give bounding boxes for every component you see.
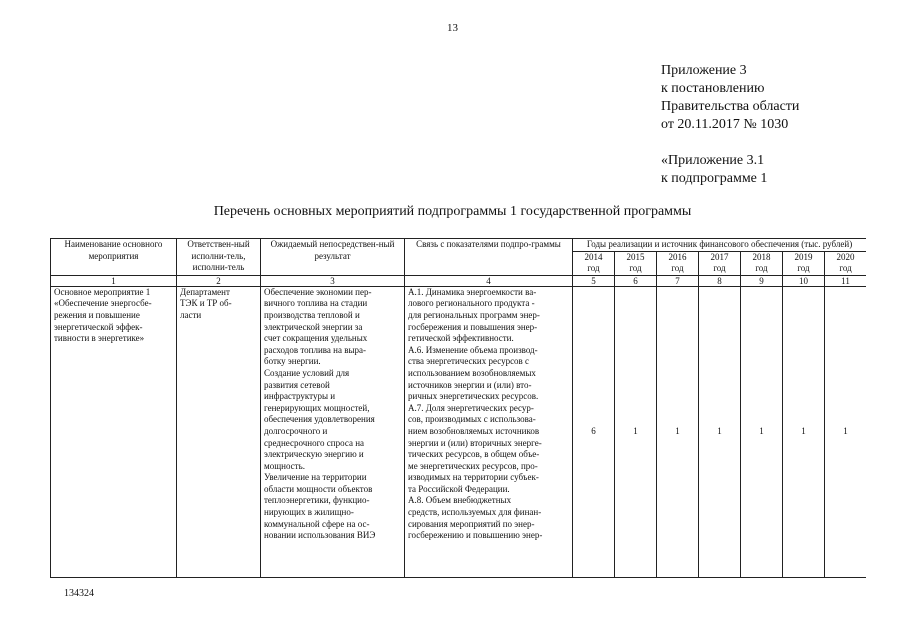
indicator-line: А.8. Объем внебюджетных — [408, 495, 512, 506]
result-line: среднесрочного спроса на — [264, 437, 365, 448]
measures-table-wrapper — [50, 238, 866, 594]
result-line: счет сокращения удельных — [264, 333, 368, 344]
indicator-line: источников энергии и (или) вто- — [408, 379, 532, 390]
column-number-row — [51, 275, 867, 286]
indicator-line: нием возобновляемых источников — [408, 425, 540, 436]
result-line: нирующих в жилищно- — [264, 507, 354, 518]
value-2015: 1 — [615, 286, 657, 577]
result-line: обеспечения удовлетворения — [264, 414, 375, 425]
year-header: 2020 год — [825, 251, 867, 275]
result-line: области мощности объектов — [264, 483, 373, 494]
indicator-line: сирования мероприятий по энер- — [408, 518, 535, 529]
result-line: генерирующих мощностей, — [264, 402, 370, 413]
appendix-3-1-block — [661, 152, 767, 188]
appendix-3-line: Правительства области — [661, 99, 800, 114]
column-number: 6 — [615, 275, 657, 286]
appendix-3-1-line: к подпрограмме 1 — [661, 171, 768, 186]
indicator-line: А.6. Изменение объема производ- — [408, 344, 538, 355]
value-2019: 1 — [783, 286, 825, 577]
header-row — [51, 239, 867, 252]
appendix-3-block — [661, 62, 799, 134]
measure-name-line: энергетической эффек- — [54, 321, 143, 332]
table-row — [51, 286, 867, 577]
year-header: 2014 год — [573, 251, 615, 275]
responsible-line: ТЭК и ТР об- — [180, 298, 232, 309]
indicator-line: сов, производимых с использова- — [408, 414, 536, 425]
indicator-line: средств, используемых для финан- — [408, 507, 542, 518]
result-line: новании использования ВИЭ — [264, 530, 376, 541]
result-line: мощность. — [264, 460, 305, 471]
appendix-3-line: от 20.11.2017 № 1030 — [661, 117, 789, 132]
indicator-line: изводимых на территории субъек- — [408, 472, 539, 483]
value-2017: 1 — [699, 286, 741, 577]
indicator-line: та Российской Федерации. — [408, 483, 510, 494]
column-number: 4 — [405, 275, 573, 286]
result-line: инфраструктуры и — [264, 391, 336, 402]
measure-name-line: Основное мероприятие 1 — [54, 286, 151, 297]
indicator-line: использованием возобновляемых — [408, 367, 536, 378]
page-number: 13 — [447, 22, 458, 34]
measure-name-line: режения и повышение — [54, 309, 140, 320]
year-header: 2016 год — [657, 251, 699, 275]
column-number: 2 — [177, 275, 261, 286]
value-2018: 1 — [741, 286, 783, 577]
value-2020: 1 — [825, 286, 867, 577]
responsible-line: Департамент — [180, 286, 230, 297]
result-line: электрическую энергию и — [264, 449, 364, 460]
measure-name-cell — [51, 286, 177, 577]
footer-code: 134324 — [64, 588, 94, 599]
responsible-cell — [177, 286, 261, 577]
indicator-line: гетической эффективности. — [408, 333, 514, 344]
result-cell — [261, 286, 405, 577]
result-line: долгосрочного и — [264, 425, 328, 436]
column-number: 1 — [51, 275, 177, 286]
indicator-line: тических ресурсов, в общем объе- — [408, 449, 540, 460]
column-number: 8 — [699, 275, 741, 286]
indicator-line: ричных энергетических ресурсов. — [408, 391, 539, 402]
value-2014: 6 — [573, 286, 615, 577]
column-number: 9 — [741, 275, 783, 286]
responsible-line: ласти — [180, 309, 202, 320]
measure-name-line: тивности в энергетике» — [54, 333, 145, 344]
indicator-line: энергии и (или) вторичных энерге- — [408, 437, 542, 448]
year-header: 2017 год — [699, 251, 741, 275]
column-number: 5 — [573, 275, 615, 286]
appendix-3-1-line: «Приложение 3.1 — [661, 153, 765, 168]
document-title: Перечень основных мероприятий подпрограммы 1 государственной программы — [213, 204, 692, 219]
result-line: коммунальной сфере на ос- — [264, 518, 370, 529]
header-name: Наименование основного мероприятия — [51, 239, 177, 276]
header-result: Ожидаемый непосредствен-ный результат — [261, 239, 405, 276]
measures-table — [50, 238, 866, 578]
indicator-line: А.7. Доля энергетических ресур- — [408, 402, 534, 413]
result-line: расходов топлива на выра- — [264, 344, 367, 355]
year-header: 2018 год — [741, 251, 783, 275]
indicator-line: для региональных программ энер- — [408, 309, 540, 320]
column-number: 10 — [783, 275, 825, 286]
column-number: 3 — [261, 275, 405, 286]
result-line: ботку энергии. — [264, 356, 321, 367]
indicator-line: А.1. Динамика энергоемкости ва- — [408, 286, 537, 297]
indicator-line: ме энергетических ресурсов, про- — [408, 460, 538, 471]
appendix-3-line: Приложение 3 — [661, 63, 747, 78]
column-number: 7 — [657, 275, 699, 286]
header-years-group: Годы реализации и источник финансового обеспечения (тыс. рублей) — [573, 239, 867, 252]
result-line: вичного топлива на стадии — [264, 298, 368, 309]
result-line: производства тепловой и — [264, 309, 360, 320]
result-line: теплоэнергетики, функцио- — [264, 495, 370, 506]
indicator-line: госбережения и повышения энер- — [408, 321, 538, 332]
result-line: Увеличение на территории — [264, 472, 367, 483]
indicator-line: лового регионального продукта - — [408, 298, 535, 309]
indicator-line: госбережению и повышению энер- — [408, 530, 543, 541]
result-line: Обеспечение экономии пер- — [264, 286, 372, 297]
appendix-3-line: к постановлению — [661, 81, 765, 96]
indicator-line: ства энергетических ресурсов с — [408, 356, 530, 367]
result-line: развития сетевой — [264, 379, 330, 390]
result-line: Создание условий для — [264, 367, 350, 378]
result-line: электрической энергии за — [264, 321, 363, 332]
year-header: 2019 год — [783, 251, 825, 275]
value-2016: 1 — [657, 286, 699, 577]
header-link: Связь с показателями подпро-граммы — [405, 239, 573, 276]
column-number: 11 — [825, 275, 867, 286]
indicators-link-cell — [405, 286, 573, 577]
header-responsible: Ответствен-ный исполни-тель, исполни-тель — [177, 239, 261, 276]
measure-name-line: «Обеспечение энергосбе- — [54, 298, 152, 309]
year-header: 2015 год — [615, 251, 657, 275]
